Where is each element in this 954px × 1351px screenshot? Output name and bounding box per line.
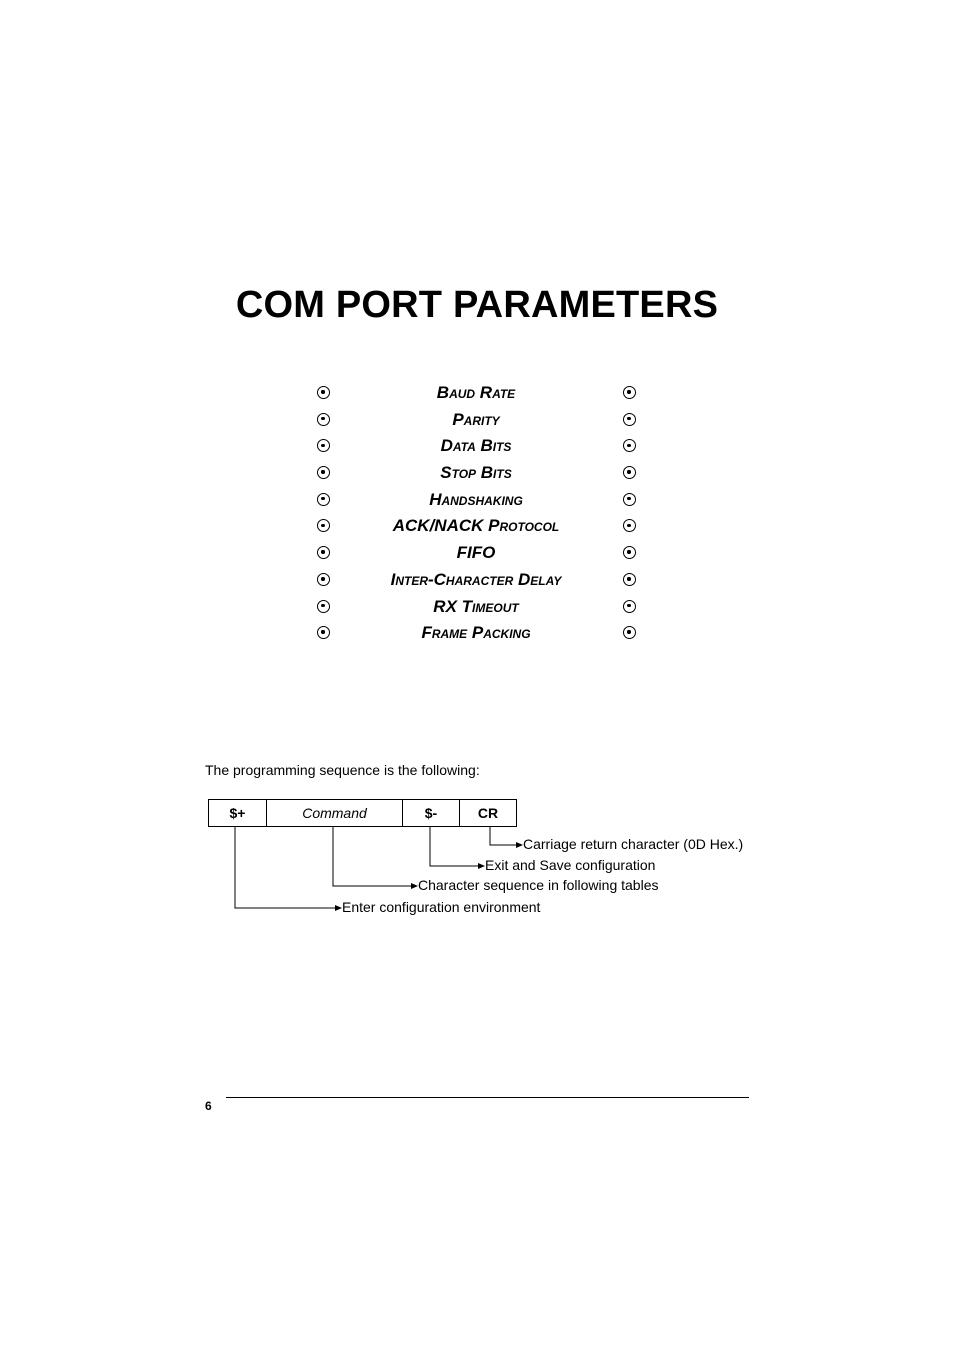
- parameter-link-stop-bits[interactable]: Stop Bits: [440, 463, 512, 483]
- parameter-link-handshaking[interactable]: Handshaking: [429, 489, 523, 509]
- parameter-link-data-bits[interactable]: Data Bits: [440, 436, 512, 456]
- annotation-exit: Exit and Save configuration: [485, 857, 656, 873]
- parameter-link-frame-packing[interactable]: Frame Packing: [421, 623, 531, 643]
- parameter-link-parity[interactable]: Parity: [452, 409, 500, 429]
- connector-exit: [430, 827, 479, 866]
- intro-text: The programming sequence is the following:: [205, 762, 480, 778]
- page-title: COM PORT PARAMETERS: [235, 284, 719, 326]
- arrow-head-icon: [478, 863, 485, 869]
- sequence-cell-command: Command: [266, 800, 402, 826]
- footer-divider: [226, 1097, 749, 1098]
- annotation-cr: Carriage return character (0D Hex.): [523, 836, 744, 852]
- parameter-link-baud-rate[interactable]: Baud Rate: [436, 383, 516, 402]
- parameter-link-ack-nack[interactable]: ACK/NACK Protocol: [392, 516, 560, 536]
- annotation-command: Character sequence in following tables: [418, 877, 659, 893]
- parameter-link-inter-character-delay[interactable]: Inter-Character Delay: [390, 569, 562, 589]
- parameter-link-fifo[interactable]: FIFO: [456, 543, 496, 563]
- connector-cr: [490, 827, 517, 845]
- arrow-head-icon: [516, 842, 523, 848]
- connector-command: [333, 827, 412, 886]
- sequence-cell-exit: $-: [402, 800, 459, 826]
- sequence-cell-cr: CR: [459, 800, 516, 826]
- page-number: 6: [205, 1099, 212, 1113]
- parameter-link-rx-timeout[interactable]: RX Timeout: [433, 596, 519, 616]
- sequence-cell-enter: $+: [229, 805, 246, 821]
- arrow-head-icon: [411, 883, 418, 889]
- annotation-enter: Enter configuration environment: [342, 899, 541, 915]
- connector-enter: [235, 827, 336, 908]
- arrow-head-icon: [335, 905, 342, 911]
